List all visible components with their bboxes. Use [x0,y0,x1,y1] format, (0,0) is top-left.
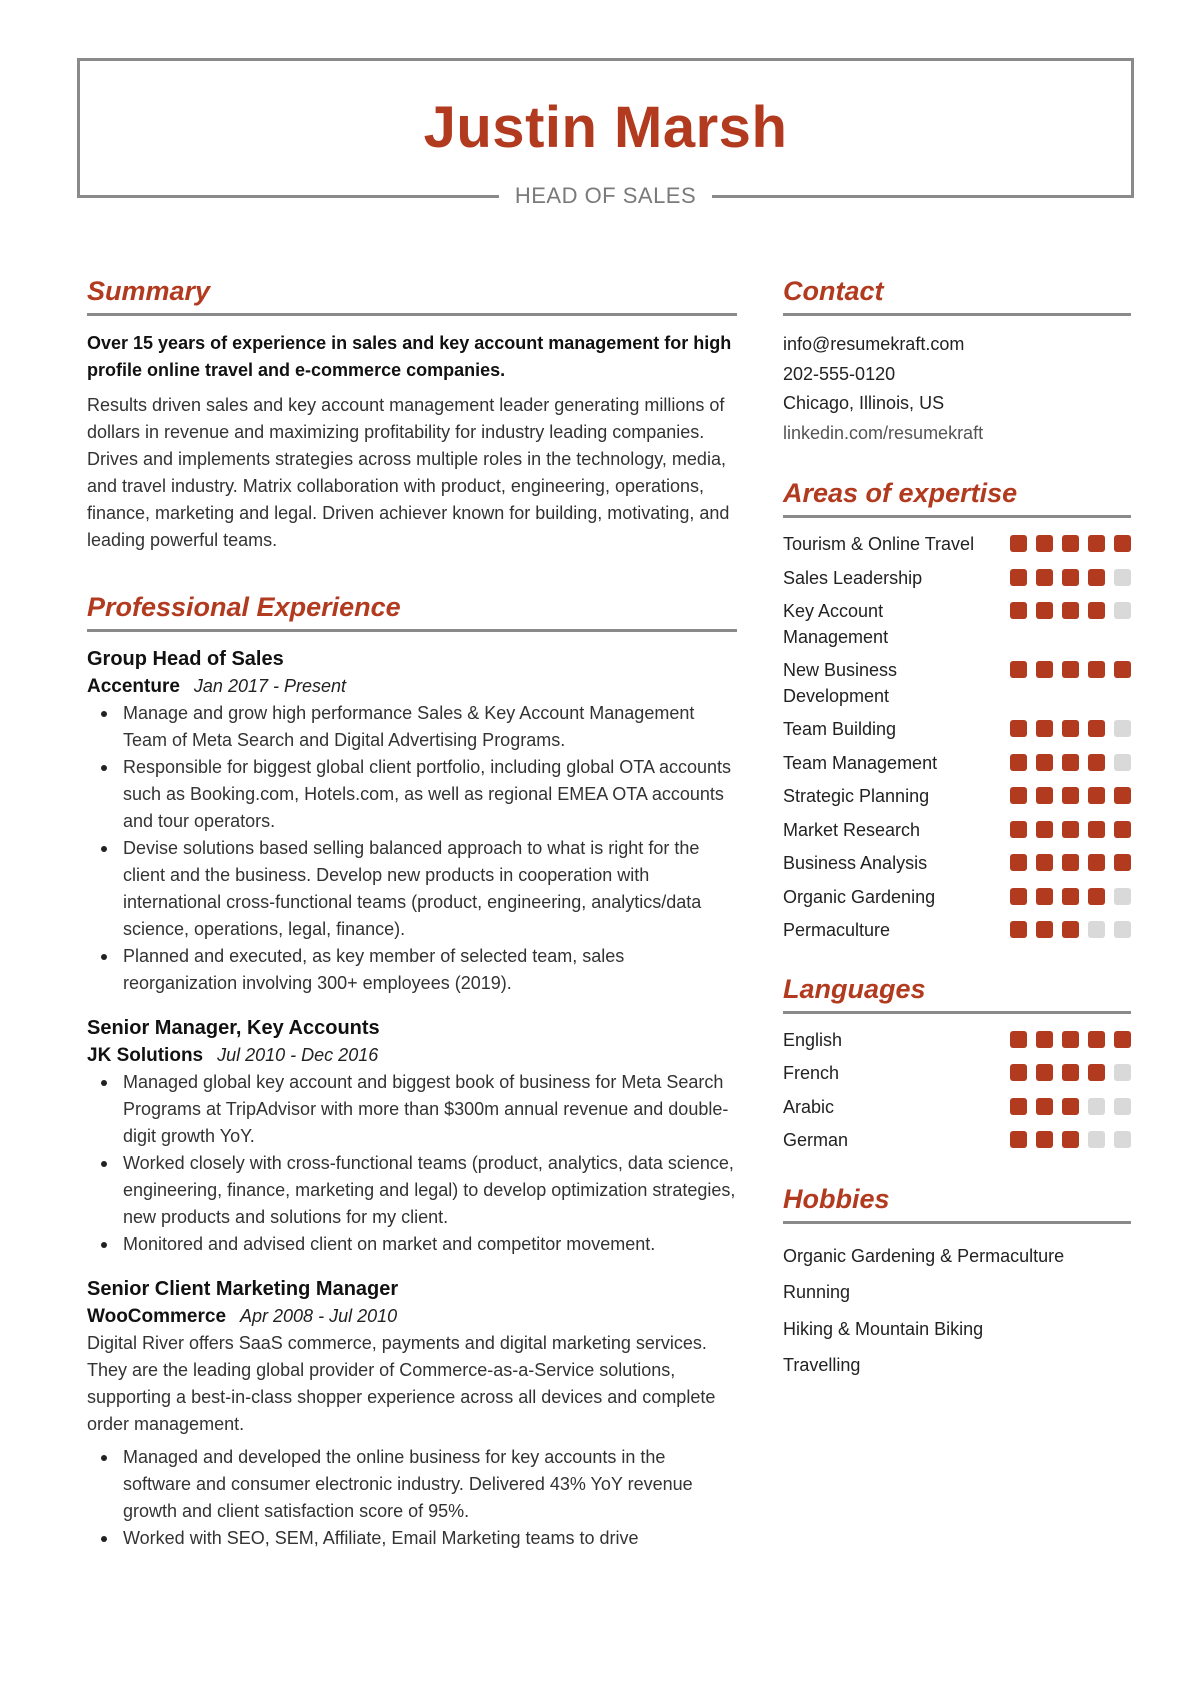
expertise-list [783,532,1131,944]
rating-dot-empty [1088,921,1105,938]
skill-name: Sales Leadership [783,567,923,588]
rating-dot-filled [1036,1031,1053,1048]
rating-dot-filled [1036,602,1053,619]
bullet-item: Manage and grow high performance Sales & Key Account Management Team of Meta Search and Digital Advertising Programs. [87,700,737,754]
skill-name: Team Management [783,752,938,773]
section-title-contact: Contact [783,276,1131,316]
rating-dot-filled [1062,1131,1079,1148]
rating-dot-filled [1088,888,1105,905]
bullet-item: Responsible for biggest global client portfolio, including global OTA accounts such as Booking.com, Hotels.com, as well as regional EMEA OTA accounts and tour operators. [87,754,737,835]
rating-dot-filled [1088,821,1105,838]
skill-name: Team Building [783,719,897,739]
rating-dot-filled [1036,1131,1053,1148]
section-title-experience: Professional Experience [87,592,737,632]
rating-dot-filled [1114,854,1131,871]
summary-text: Results driven sales and key account management leader generating millions of dollars in revenue and maximizing profitability for industry leading companies. Drives and implements strategies across multiple roles in the technology, media, and travel industry. Matrix collaboration with product, engineering, operations, finance, marketing and legal. Driven achiever known for building, motivating, and leading powerful teams. [87,395,730,550]
expertise-item [783,818,1131,844]
job-entry [87,1276,737,1552]
rating-dot-filled [1036,754,1053,771]
header-subtitle-bar [77,184,1134,208]
rating-dot-filled [1062,821,1079,838]
contact-location: Chicago, Illinois, US [783,393,945,413]
rating-dot-empty [1114,921,1131,938]
section-title-languages: Languages [783,974,1131,1014]
rating-dot-filled [1114,787,1131,804]
rating-dots [1010,658,1131,678]
expertise-item [783,751,1131,777]
right-column [783,276,1131,1384]
rating-dot-filled [1088,1064,1105,1081]
job-dates: Jul 2010 - Dec 2016 [217,1045,379,1065]
section-title-hobbies: Hobbies [783,1184,1131,1224]
job-role: HEAD OF SALES [514,183,697,208]
rating-dot-filled [1062,720,1079,737]
rating-dot-filled [1062,602,1079,619]
job-bullets [87,700,737,997]
divider [712,195,1134,198]
rating-dot-empty [1088,1131,1105,1148]
divider [77,195,499,198]
bullet-item: Managed global key account and biggest book of business for Meta Search Programs at TripAdvisor with more than $300m annual revenue and double-digit growth YoY. [87,1069,737,1150]
skill-name: English [783,1029,843,1050]
job-title: Senior Client Marketing Manager [87,1278,399,1300]
job-bullets [87,1444,737,1552]
rating-dots [1010,918,1131,938]
job-bullets [87,1069,737,1258]
left-column [87,276,737,1570]
rating-dots [1010,784,1131,804]
rating-dots [1010,1128,1131,1148]
header-box [77,58,1134,198]
rating-dot-filled [1062,661,1079,678]
rating-dot-filled [1010,1031,1027,1048]
job-dates: Apr 2008 - Jul 2010 [240,1306,398,1326]
rating-dot-filled [1088,661,1105,678]
rating-dot-filled [1088,754,1105,771]
rating-dot-filled [1036,535,1053,552]
job-title: Group Head of Sales [87,648,284,670]
expertise-item [783,532,1131,558]
section-title-summary: Summary [87,276,737,316]
rating-dot-filled [1036,1098,1053,1115]
expertise-item [783,658,1131,709]
experience-section [87,592,737,1552]
rating-dot-filled [1036,569,1053,586]
rating-dot-filled [1010,754,1027,771]
expertise-item [783,918,1131,944]
bullet-item: Worked closely with cross-functional teams (product, analytics, data science, engineering, finance, marketing and legal) to develop optimization strategies, new products and solutions for my client. [87,1150,737,1231]
rating-dot-filled [1010,720,1027,737]
rating-dot-filled [1010,821,1027,838]
rating-dots [1010,1095,1131,1115]
summary-highlight: Over 15 years of experience in sales and key account management for high profile online travel and e-commerce companies. [87,333,732,380]
job-entry [87,1015,737,1258]
skill-name: Arabic [783,1096,835,1117]
rating-dot-empty [1114,1064,1131,1081]
contact-section [783,276,1131,448]
rating-dots [1010,818,1131,838]
hobby-item: Running [783,1282,851,1302]
expertise-item [783,566,1131,592]
language-item [783,1095,1131,1121]
language-item [783,1061,1131,1087]
skill-name: Key Account Management [783,601,889,647]
skill-name: Organic Gardening [783,886,936,907]
rating-dots [1010,1028,1131,1048]
rating-dot-filled [1010,1098,1027,1115]
rating-dot-filled [1062,888,1079,905]
skill-name: Business Analysis [783,853,928,873]
rating-dot-filled [1062,787,1079,804]
job-description: Digital River offers SaaS commerce, payments and digital marketing services. They are the leading global provider of Commerce-as-a-Service solutions, supporting a best-in-class shopper experience across all devices and complete order management. [87,1333,716,1434]
rating-dot-empty [1114,1131,1131,1148]
rating-dot-filled [1088,1031,1105,1048]
languages-list [783,1028,1131,1154]
rating-dot-filled [1062,854,1079,871]
rating-dot-empty [1114,888,1131,905]
rating-dot-filled [1036,888,1053,905]
rating-dot-filled [1010,1064,1027,1081]
skill-name: Market Research [783,819,921,840]
hobby-item: Organic Gardening & Permaculture [783,1245,1065,1266]
hobby-item: Travelling [783,1355,861,1375]
hobby-item: Hiking & Mountain Biking [783,1318,984,1339]
rating-dot-filled [1088,720,1105,737]
skill-name: French [783,1063,840,1083]
language-item [783,1128,1131,1154]
job-title: Senior Manager, Key Accounts [87,1017,380,1039]
rating-dot-filled [1036,921,1053,938]
rating-dot-filled [1088,787,1105,804]
hobbies-section [783,1184,1131,1384]
company-name: WooCommerce [87,1306,227,1327]
bullet-item: Devise solutions based selling balanced approach to what is right for the client and the business. Develop new products in cooperation with international cross-functional teams (product, engineering, analytics/data science, operations, legal, finance). [87,835,737,943]
section-title-expertise: Areas of expertise [783,478,1131,518]
rating-dot-filled [1036,821,1053,838]
summary-section [87,276,737,554]
rating-dots [1010,599,1131,619]
rating-dot-filled [1010,602,1027,619]
rating-dot-empty [1114,569,1131,586]
rating-dot-filled [1114,661,1131,678]
rating-dot-filled [1062,569,1079,586]
contact-linkedin[interactable]: linkedin.com/resumekraft [783,422,984,443]
rating-dot-empty [1114,754,1131,771]
rating-dot-filled [1088,535,1105,552]
rating-dots [1010,885,1131,905]
skill-name: German [783,1130,849,1150]
rating-dot-filled [1010,1131,1027,1148]
rating-dot-filled [1036,661,1053,678]
rating-dot-filled [1114,535,1131,552]
contact-email[interactable]: info@resumekraft.com [783,334,965,354]
bullet-item: Worked with SEO, SEM, Affiliate, Email Marketing teams to drive [87,1525,737,1552]
rating-dot-empty [1088,1098,1105,1115]
rating-dot-filled [1036,720,1053,737]
expertise-item [783,717,1131,743]
rating-dot-empty [1114,602,1131,619]
company-name: Accenture [87,676,180,697]
language-item [783,1028,1131,1054]
rating-dot-filled [1114,1031,1131,1048]
rating-dot-empty [1114,720,1131,737]
skill-name: Strategic Planning [783,786,930,806]
rating-dot-filled [1088,854,1105,871]
expertise-item [783,851,1131,877]
rating-dot-filled [1010,661,1027,678]
rating-dot-filled [1114,821,1131,838]
skill-name: New Business Development [783,660,898,706]
bullet-item: Managed and developed the online business for key accounts in the software and consumer electronic industry. Delivered 43% YoY revenue growth and client satisfaction score of 95%. [87,1444,737,1525]
expertise-item [783,599,1131,650]
rating-dot-filled [1010,535,1027,552]
contact-phone: 202-555-0120 [783,363,896,384]
rating-dot-filled [1036,787,1053,804]
rating-dot-filled [1062,754,1079,771]
skill-name: Tourism & Online Travel [783,534,975,554]
rating-dots [1010,717,1131,737]
rating-dot-filled [1088,569,1105,586]
rating-dot-filled [1010,569,1027,586]
rating-dot-filled [1062,535,1079,552]
rating-dot-filled [1062,921,1079,938]
rating-dots [1010,751,1131,771]
rating-dots [1010,851,1131,871]
rating-dot-empty [1114,1098,1131,1115]
job-entry [87,646,737,997]
rating-dot-filled [1062,1098,1079,1115]
company-name: JK Solutions [87,1045,204,1066]
bullet-item: Planned and executed, as key member of selected team, sales reorganization involving 300+ employees (2019). [87,943,737,997]
expertise-item [783,784,1131,810]
rating-dot-filled [1010,921,1027,938]
languages-section [783,974,1131,1154]
bullet-item: Monitored and advised client on market and competitor movement. [87,1231,737,1258]
rating-dot-filled [1010,854,1027,871]
rating-dot-filled [1010,888,1027,905]
skill-name: Permaculture [783,920,891,940]
rating-dots [1010,1061,1131,1081]
rating-dot-filled [1062,1064,1079,1081]
expertise-section [783,478,1131,944]
rating-dot-filled [1010,787,1027,804]
candidate-name: Justin Marsh [423,95,788,160]
rating-dot-filled [1088,602,1105,619]
rating-dot-filled [1036,1064,1053,1081]
expertise-item [783,885,1131,911]
job-dates: Jan 2017 - Present [193,676,347,696]
rating-dot-filled [1062,1031,1079,1048]
rating-dots [1010,566,1131,586]
rating-dots [1010,532,1131,552]
rating-dot-filled [1036,854,1053,871]
